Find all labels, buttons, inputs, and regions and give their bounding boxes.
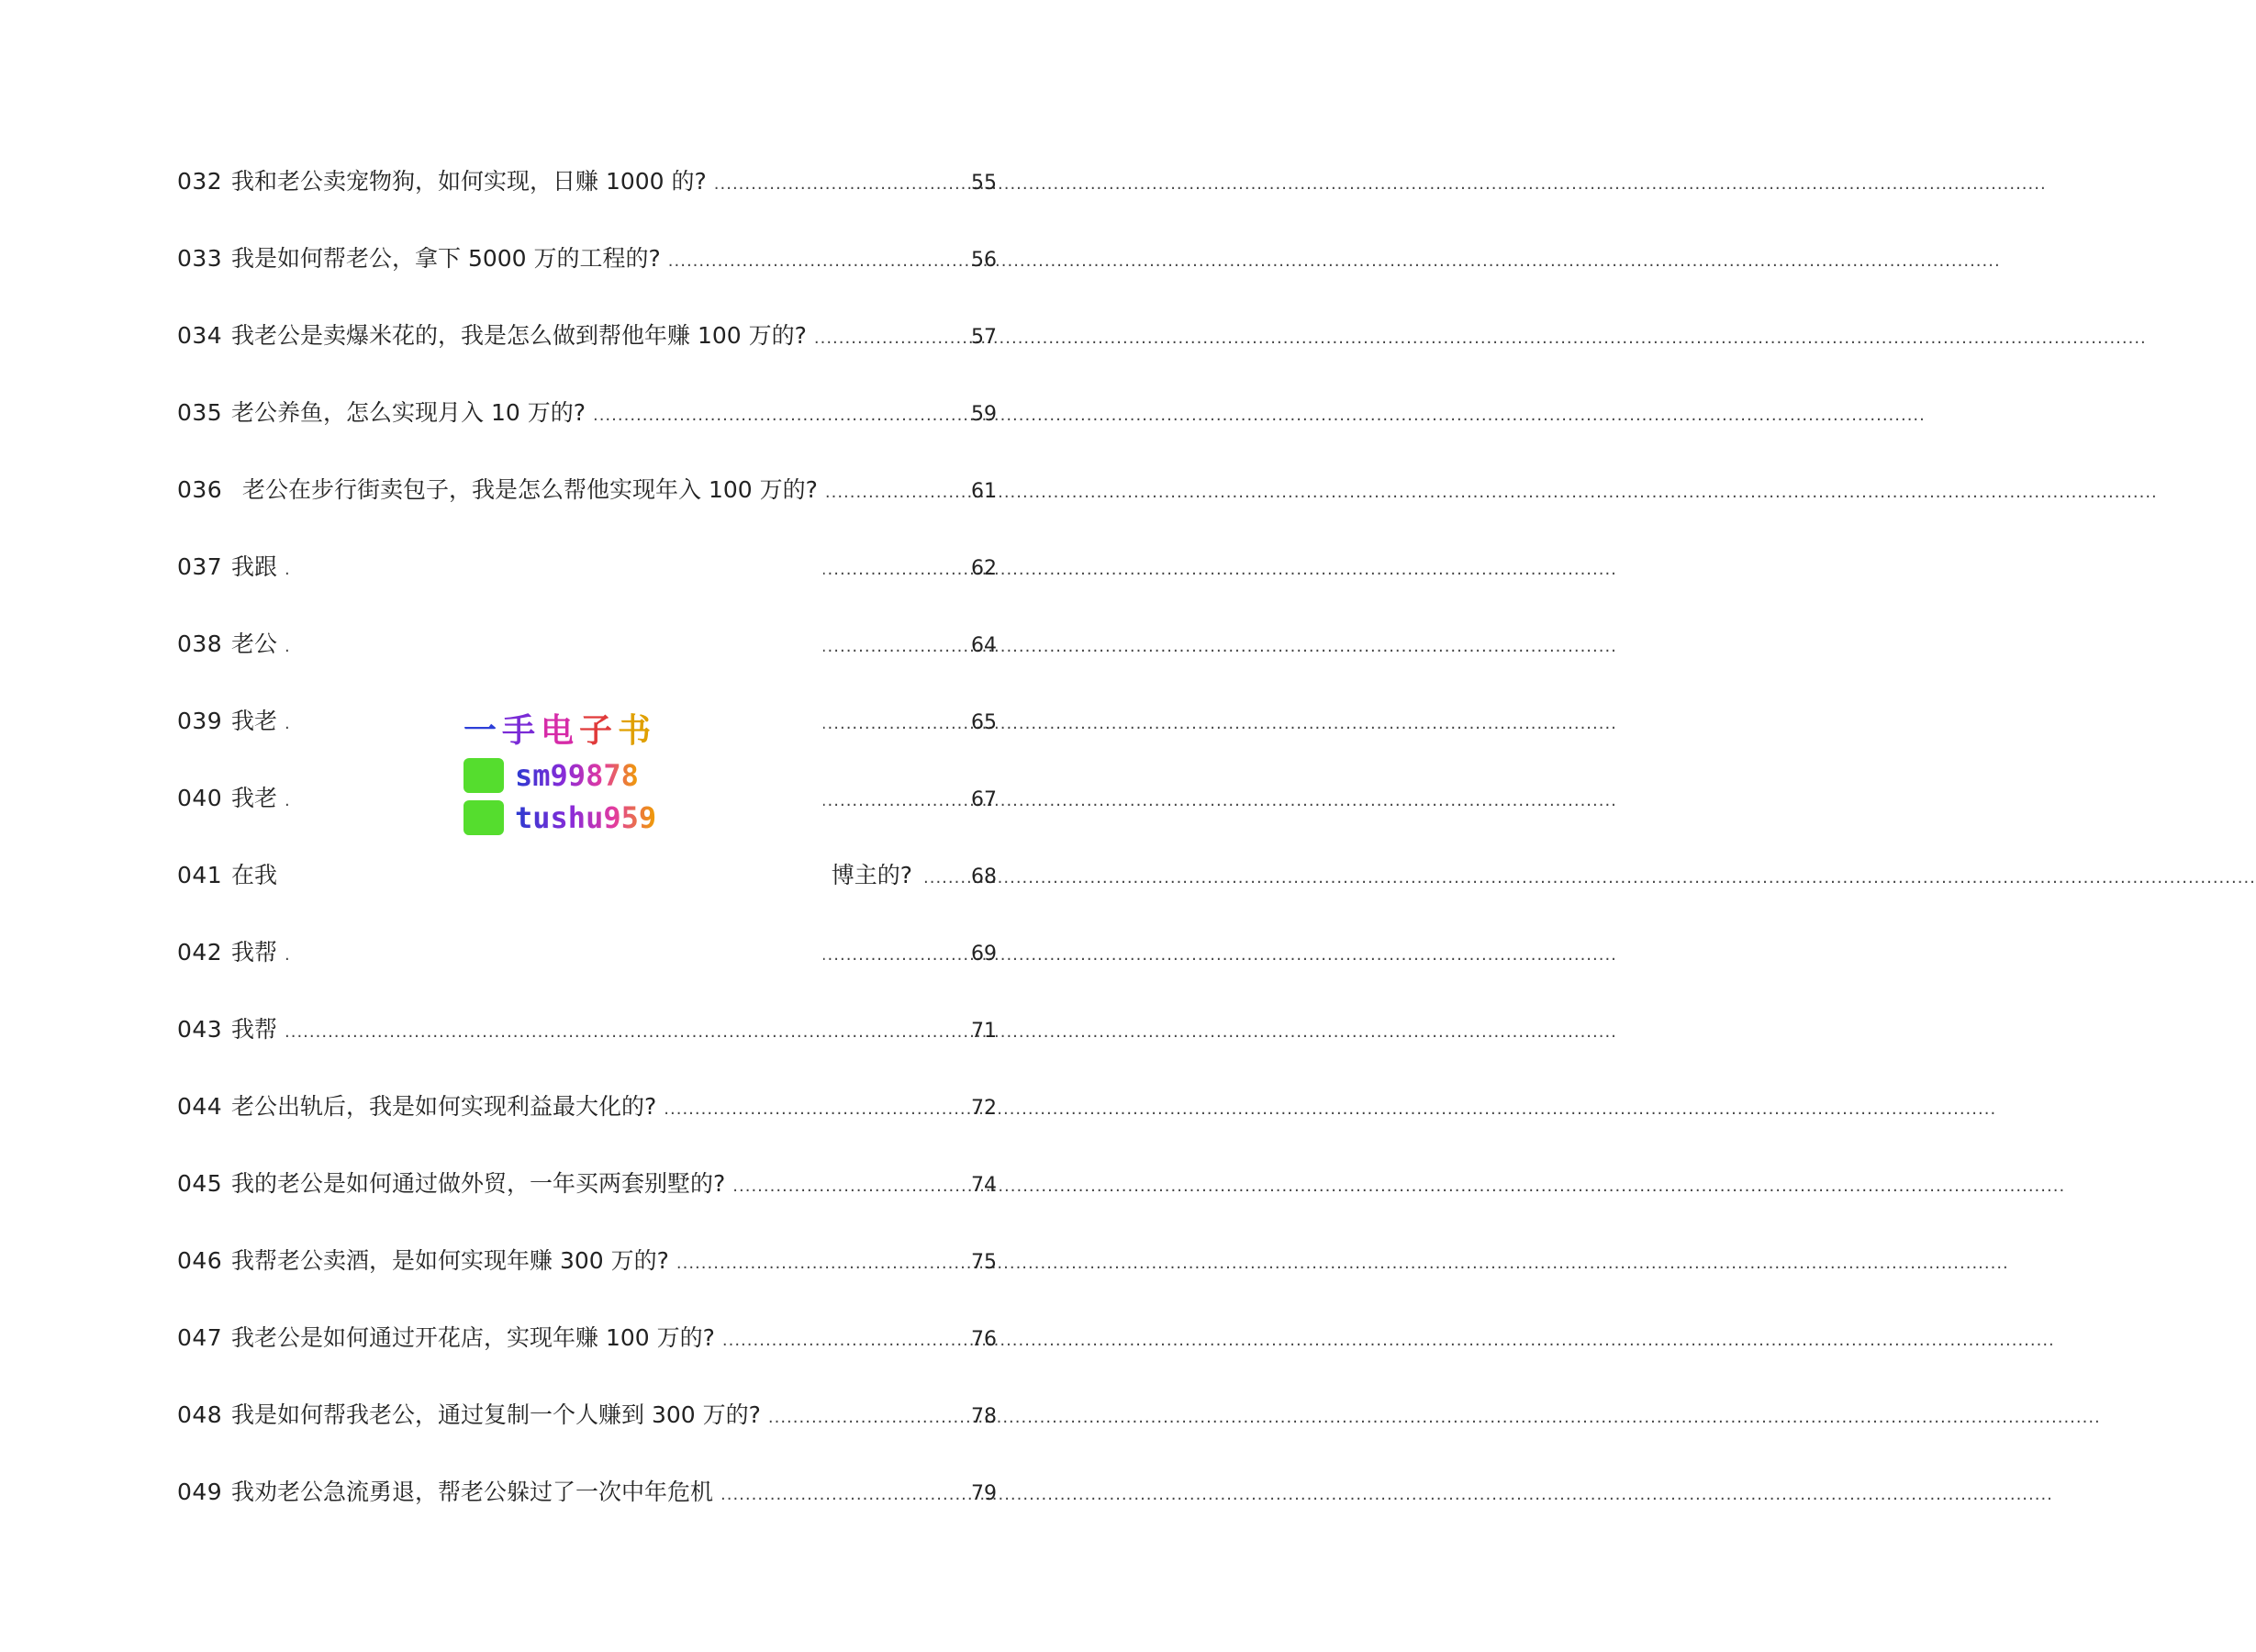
entry-title-tail: 博主的? [831, 862, 912, 888]
entry-number: 043 [177, 1016, 223, 1043]
entry-title: 我老 [231, 785, 278, 811]
entry-number: 037 [177, 553, 223, 580]
entry-title: 老公养鱼，怎么实现月入 10 万的? [231, 399, 586, 426]
entry-page-number: 64 [971, 634, 997, 657]
toc-entry[interactable] [177, 240, 997, 277]
entry-page-number: 57 [971, 326, 997, 349]
entry-title: 我跟 [231, 553, 278, 580]
watermark-wechat-id: sm99878 [515, 758, 639, 793]
entry-title: 我老公是如何通过开花店，实现年赚 100 万的? [231, 1324, 715, 1351]
dot-leader [720, 1477, 967, 1513]
entry-title: 老公出轨后，我是如何实现利益最大化的? [231, 1093, 657, 1120]
toc-entry[interactable] [177, 1088, 997, 1125]
entry-page-number: 76 [971, 1328, 997, 1351]
dot-leader [768, 1400, 967, 1436]
wechat-icon [463, 800, 504, 835]
dot-leader [593, 397, 967, 434]
entry-page-number: 74 [971, 1174, 997, 1197]
entry-number: 042 [177, 939, 223, 966]
dot-leader [825, 474, 967, 511]
toc-entry[interactable] [177, 395, 997, 431]
entry-title: 我帮 [231, 1016, 278, 1043]
entry-page-number: 65 [971, 711, 997, 734]
entry-number: 044 [177, 1093, 223, 1120]
watermark [463, 711, 684, 849]
entry-page-number: 61 [971, 480, 997, 503]
entry-number: 048 [177, 1401, 223, 1428]
toc-entry[interactable] [177, 1474, 997, 1511]
toc-entry[interactable] [177, 472, 997, 508]
entry-number: 039 [177, 708, 223, 734]
entry-page-number: 69 [971, 943, 997, 966]
entry-page-number: 72 [971, 1097, 997, 1120]
entry-title: 我帮 [231, 939, 278, 966]
entry-page-number: 67 [971, 788, 997, 811]
entry-page-number: 62 [971, 557, 997, 580]
toc-entry[interactable] [177, 163, 997, 200]
dot-leader [732, 1168, 967, 1205]
entry-title: 老公 [231, 631, 278, 657]
entry-title: 我的老公是如何通过做外贸，一年买两套别墅的? [231, 1170, 726, 1197]
dot-leader [722, 1323, 967, 1359]
entry-title: 我和老公卖宠物狗，如何实现，日赚 1000 的? [231, 168, 707, 195]
entry-title: 在我 [231, 862, 278, 888]
entry-number: 036 [177, 476, 223, 503]
entry-title: 我是如何帮我老公，通过复制一个人赚到 300 万的? [231, 1401, 761, 1428]
entry-number: 032 [177, 168, 223, 195]
entry-number: 035 [177, 399, 223, 426]
wechat-icon [463, 758, 504, 793]
watermark-wechat-id: tushu959 [515, 800, 657, 835]
entry-title: 我帮老公卖酒，是如何实现年赚 300 万的? [231, 1247, 669, 1274]
entry-number: 040 [177, 785, 223, 811]
toc-entry[interactable] [177, 1320, 997, 1356]
entry-number: 045 [177, 1170, 223, 1197]
dot-leader [814, 320, 967, 357]
dot-leader [285, 1014, 967, 1051]
entry-title: 老公在步行街卖包子，我是怎么帮他实现年入 100 万的? [242, 476, 818, 503]
watermark-title [463, 711, 656, 752]
toc-entry[interactable] [177, 1243, 997, 1279]
entry-title: 我是如何帮老公，拿下 5000 万的工程的? [231, 245, 661, 272]
entry-title: 我老 [231, 708, 278, 734]
entry-title: 我劝老公急流勇退，帮老公躲过了一次中年危机 [231, 1479, 714, 1505]
entry-page-number: 75 [971, 1251, 997, 1274]
dot-leader [676, 1245, 967, 1282]
entry-number: 034 [177, 322, 223, 349]
watermark-contact-row [463, 757, 639, 794]
watermark-title-text: 一手电子书 [463, 712, 657, 750]
entry-page-number: 78 [971, 1405, 997, 1428]
toc-entry[interactable] [177, 1011, 997, 1048]
entry-number: 049 [177, 1479, 223, 1505]
entry-number: 033 [177, 245, 223, 272]
toc-entry[interactable] [177, 1397, 997, 1434]
entry-page-number: 71 [971, 1020, 997, 1043]
entry-number: 046 [177, 1247, 223, 1274]
entry-number: 047 [177, 1324, 223, 1351]
entry-page-number: 55 [971, 172, 997, 195]
entry-number: 041 [177, 862, 223, 888]
entry-title: 我老公是卖爆米花的，我是怎么做到帮他年赚 100 万的? [231, 322, 807, 349]
entry-page-number: 79 [971, 1482, 997, 1505]
dot-leader [664, 1091, 967, 1128]
entry-page-number: 56 [971, 249, 997, 272]
toc-entry[interactable] [177, 1166, 997, 1202]
entry-page-number: 59 [971, 403, 997, 426]
dot-leader [714, 166, 967, 203]
entry-number: 038 [177, 631, 223, 657]
dot-leader [668, 243, 967, 280]
dot-leader [923, 860, 967, 897]
toc-entry[interactable] [177, 318, 997, 354]
entry-page-number: 68 [971, 865, 997, 888]
watermark-contact-row [463, 799, 656, 836]
